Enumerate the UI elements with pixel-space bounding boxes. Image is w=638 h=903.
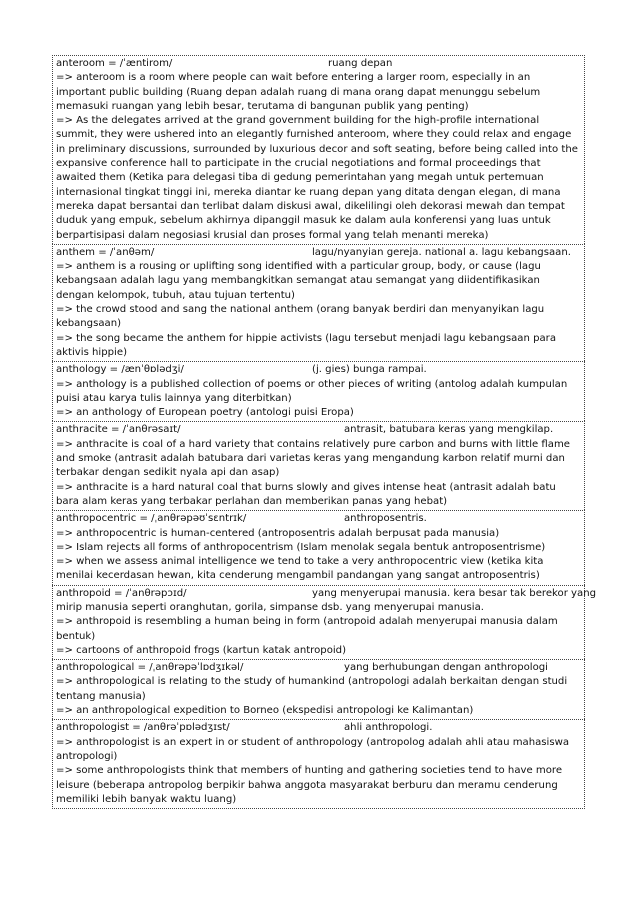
entry-line: => anthracite is a hard natural coal that burns slowly and gives intense heat (antrasit adalah batu bara alam keras yang terbakar perlahan dan memberikan panas yang hebat) <box>56 481 556 507</box>
entry-head <box>56 721 581 735</box>
entry-meaning: ruang depan <box>328 58 393 69</box>
entry-meaning: anthroposentris. <box>344 513 427 525</box>
entry-line: => anthropoid is resembling a human being in form (antropoid adalah menyerupai manusia dalam bentuk) <box>56 616 558 642</box>
entry-term: anthropological = /ˌanθrəpəˈlɒdʒɪkəl/ <box>56 662 244 674</box>
entry-head <box>56 423 581 437</box>
entry-line: => anthracite is coal of a hard variety that contains relatively pure carbon and burns with little flame and smoke (antrasit adalah batubara dari varietas keras yang mengandung karbon relatif murni dan terbakar dengan sedikit nyala api dan asap) <box>56 438 571 479</box>
entry-anthropologist <box>52 719 585 809</box>
entry-line: => anthology is a published collection of poems or other pieces of writing (antolog adalah kumpulan puisi atau karya tulis lainnya yang diterbitkan) <box>56 378 568 404</box>
entry-head <box>56 363 581 377</box>
entry-anthracite <box>52 421 585 510</box>
entry-term: anthology = /ænˈθɒlədʒi/ <box>56 364 184 376</box>
entry-meaning: ahli anthropologi. <box>344 722 433 734</box>
entry-line: => some anthropologists think that members of hunting and gathering societies tend to have more leisure (beberapa antropolog berpikir bahwa anggota masyarakat berburu dan meramu cenderung memiliki lebih banyak waktu luang) <box>56 765 563 805</box>
entry-line: => anthem is a rousing or uplifting song identified with a particular group, body, or cause (lagu kebangsaan adalah lagu yang membangkitkan semangat atau semangat yang diidentifikasikan dengan kelompok, tubuh, atau tujuan tertentu) <box>56 261 541 301</box>
entry-term: anthropocentric = /ˌanθrəpəʊˈsɛntrɪk/ <box>56 513 247 525</box>
entry-head <box>56 512 581 526</box>
entry-line: => As the delegates arrived at the grand government building for the high-profile international summit, they were ushered into an elegantly furnished anteroom, where they could relax and engage in preliminary discussions, surrounded by luxurious decor and soft seating, before being called into the expansive conference hall to participate in the crucial negotiations and formal proceedings that awaited them (Ketika para delegasi tiba di gedung pemerintahan yang megah untuk pertemuan internasional tingkat tinggi ini, mereka diantar ke ruang depan yang ditata dengan elegan, di mana mereka dapat bersantai dan terlibat dalam diskusi awal, dikelilingi oleh dekorasi mewah dan tempat duduk yang empuk, sebelum akhirnya dipanggil masuk ke dalam aula konferensi yang luas untuk berpartisipasi dalam negosiasi krusial dan proses formal yang telah menanti mereka) <box>56 115 578 241</box>
entry-line: => an anthology of European poetry (antologi puisi Eropa) <box>56 407 354 419</box>
entry-meaning: yang berhubungan dengan anthropologi <box>344 662 548 674</box>
entry-meaning: yang menyerupai manusia. kera besar tak berekor yang <box>312 587 597 599</box>
entry-head <box>56 661 581 675</box>
entry-line: => anteroom is a room where people can wait before entering a larger room, especially in an important public building (Ruang depan adalah ruang di mana orang dapat menunggu sebelum memasuki ruangan yang lebih besar, terutama di bangunan publik yang penting) <box>56 72 541 112</box>
entry-term: anthropologist = /anθrəˈpɒlədʒɪst/ <box>56 722 230 734</box>
entry-line: => anthropologist is an expert in or student of anthropology (antropolog adalah ahli atau mahasiswa antropologi) <box>56 736 570 762</box>
entry-anthropoid <box>52 585 597 659</box>
entry-term: anteroom = /ˈæntirom/ <box>56 58 173 69</box>
entry-meaning: (j. gies) bunga rampai. <box>312 364 427 376</box>
entry-term: anthem = /ˈanθəm/ <box>56 246 155 258</box>
entry-anthropological <box>52 659 585 719</box>
entry-head <box>56 246 581 260</box>
dictionary-page <box>52 55 597 809</box>
entry-head <box>56 587 597 601</box>
entry-anthology <box>52 361 585 421</box>
entry-meaning: antrasit, batubara keras yang mengkilap. <box>344 424 554 436</box>
entry-head <box>56 57 581 71</box>
entry-line: => the crowd stood and sang the national anthem (orang banyak berdiri dan menyanyikan lagu kebangsaan) <box>56 304 545 330</box>
entry-line: => when we assess animal intelligence we tend to take a very anthropocentric view (ketika kita menilai kecerdasan hewan, kita cenderung mengambil pandangan yang sangat antroposentris) <box>56 556 544 582</box>
entry-anthem <box>52 244 585 361</box>
entry-term: anthropoid = /ˈanθrəpɔɪd/ <box>56 587 187 599</box>
entry-line: => anthropological is relating to the study of humankind (antropologi adalah berkaitan dengan studi tentang manusia) <box>56 676 568 702</box>
entry-anthropocentric <box>52 510 585 584</box>
entry-anteroom <box>52 55 585 244</box>
entry-line: => an anthropological expedition to Borneo (ekspedisi antropologi ke Kalimantan) <box>56 705 474 717</box>
entry-line: => anthropocentric is human-centered (antroposentris adalah berpusat pada manusia) <box>56 527 500 539</box>
entry-line: => cartoons of anthropoid frogs (kartun katak antropoid) <box>56 644 347 656</box>
entry-term: anthracite = /ˈanθrəsaɪt/ <box>56 424 181 436</box>
entry-line: mirip manusia seperti oranghutan, gorila, simpanse dsb. yang menyerupai manusia. <box>56 601 484 613</box>
entry-line: => Islam rejects all forms of anthropocentrism (Islam menolak segala bentuk antroposentrisme) <box>56 541 546 553</box>
entry-line: => the song became the anthem for hippie activists (lagu tersebut menjadi lagu kebangsaan para aktivis hippie) <box>56 332 557 358</box>
entry-meaning: lagu/nyanyian gereja. national a. lagu kebangsaan. <box>312 246 571 258</box>
